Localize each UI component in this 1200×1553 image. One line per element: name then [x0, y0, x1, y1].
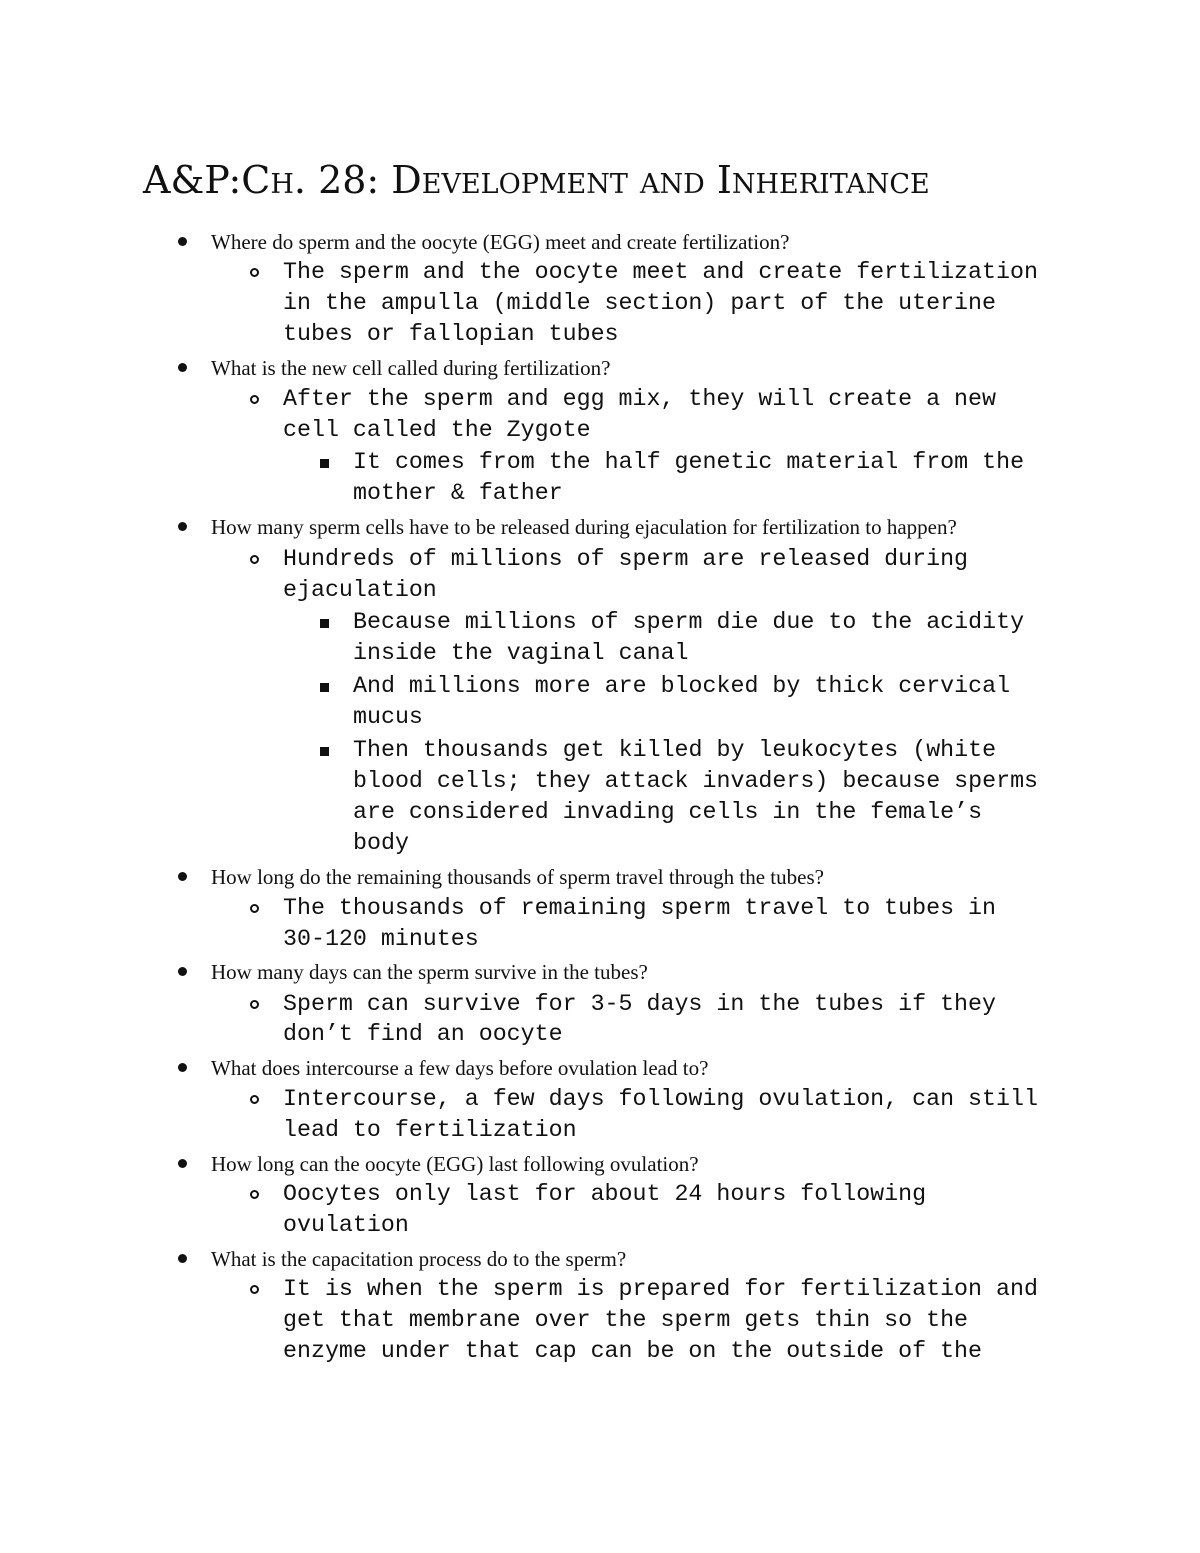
bullet-circle-icon — [250, 1000, 259, 1009]
answer-6-line-1: Intercourse, a few days following ovulation, can still — [283, 1086, 1038, 1112]
bullet-square-icon — [320, 747, 329, 756]
answer-4-line-2: 30-120 minutes — [283, 926, 479, 952]
answer-2-line-1: After the sperm and egg mix, they will create a new — [283, 386, 997, 412]
answer-8-line-3: enzyme under that cap can be on the outside of the — [283, 1338, 983, 1364]
answer-5-line-2: don’t find an oocyte — [283, 1021, 563, 1047]
bullet-circle-icon — [250, 1190, 259, 1199]
bullet-dot-icon — [178, 872, 187, 881]
subpoint-3b-line-2: mucus — [353, 704, 423, 730]
bullet-dot-icon — [178, 1254, 187, 1263]
bullet-square-icon — [320, 459, 329, 468]
bullet-dot-icon — [178, 1159, 187, 1168]
subpoint-3b-line-1: And millions more are blocked by thick cervical — [353, 673, 1011, 699]
question-5: How many days can the sperm survive in the tubes? — [211, 960, 648, 984]
bullet-circle-icon — [250, 268, 259, 277]
document-title: A&P:Ch. 28: Development and Inheritance — [143, 158, 930, 202]
question-3: How many sperm cells have to be released during ejaculation for fertilization to happen? — [211, 515, 957, 539]
subpoint-3a-line-1: Because millions of sperm die due to the acidity — [353, 609, 1025, 635]
answer-1-line-2: in the ampulla (middle section) part of the uterine — [283, 290, 997, 316]
answer-1-line-3: tubes or fallopian tubes — [283, 321, 619, 347]
question-4: How long do the remaining thousands of sperm travel through the tubes? — [211, 865, 824, 889]
bullet-circle-icon — [250, 1285, 259, 1294]
subpoint-2-line-1: It comes from the half genetic material from the — [353, 449, 1025, 475]
bullet-square-icon — [320, 619, 329, 628]
subpoint-3a-line-2: inside the vaginal canal — [353, 640, 689, 666]
subpoint-3c-line-4: body — [353, 830, 409, 856]
question-1: Where do sperm and the oocyte (EGG) meet and create fertilization? — [211, 230, 790, 254]
answer-2-line-2: cell called the Zygote — [283, 417, 591, 443]
bullet-dot-icon — [178, 237, 187, 246]
subpoint-3c-line-2: blood cells; they attack invaders) because sperms — [353, 768, 1039, 794]
answer-3-line-2: ejaculation — [283, 577, 437, 603]
answer-4-line-1: The thousands of remaining sperm travel to tubes in — [283, 895, 997, 921]
bullet-dot-icon — [178, 1063, 187, 1072]
question-8: What is the capacitation process do to the sperm? — [211, 1247, 627, 1271]
bullet-circle-icon — [250, 395, 259, 404]
answer-6-line-2: lead to fertilization — [283, 1117, 577, 1143]
answer-7-line-1: Oocytes only last for about 24 hours following — [283, 1181, 927, 1207]
bullet-square-icon — [320, 683, 329, 692]
subpoint-2-line-2: mother & father — [353, 480, 563, 506]
answer-1-line-1: The sperm and the oocyte meet and create fertilization — [283, 259, 1038, 285]
bullet-dot-icon — [178, 522, 187, 531]
bullet-circle-icon — [250, 904, 259, 913]
answer-3-line-1: Hundreds of millions of sperm are released during — [283, 546, 969, 572]
question-6: What does intercourse a few days before ovulation lead to? — [211, 1056, 709, 1080]
bullet-dot-icon — [178, 363, 187, 372]
bullet-circle-icon — [250, 555, 259, 564]
answer-8-line-2: get that membrane over the sperm gets thin so the — [283, 1307, 969, 1333]
bullet-circle-icon — [250, 1095, 259, 1104]
subpoint-3c-line-3: are considered invading cells in the female’s — [353, 799, 983, 825]
question-7: How long can the oocyte (EGG) last following ovulation? — [211, 1152, 699, 1176]
answer-8-line-1: It is when the sperm is prepared for fertilization and — [283, 1276, 1038, 1302]
answer-5-line-1: Sperm can survive for 3-5 days in the tubes if they — [283, 991, 997, 1017]
question-2: What is the new cell called during fertilization? — [211, 356, 611, 380]
bullet-dot-icon — [178, 967, 187, 976]
subpoint-3c-line-1: Then thousands get killed by leukocytes (white — [353, 737, 997, 763]
answer-7-line-2: ovulation — [283, 1212, 409, 1238]
